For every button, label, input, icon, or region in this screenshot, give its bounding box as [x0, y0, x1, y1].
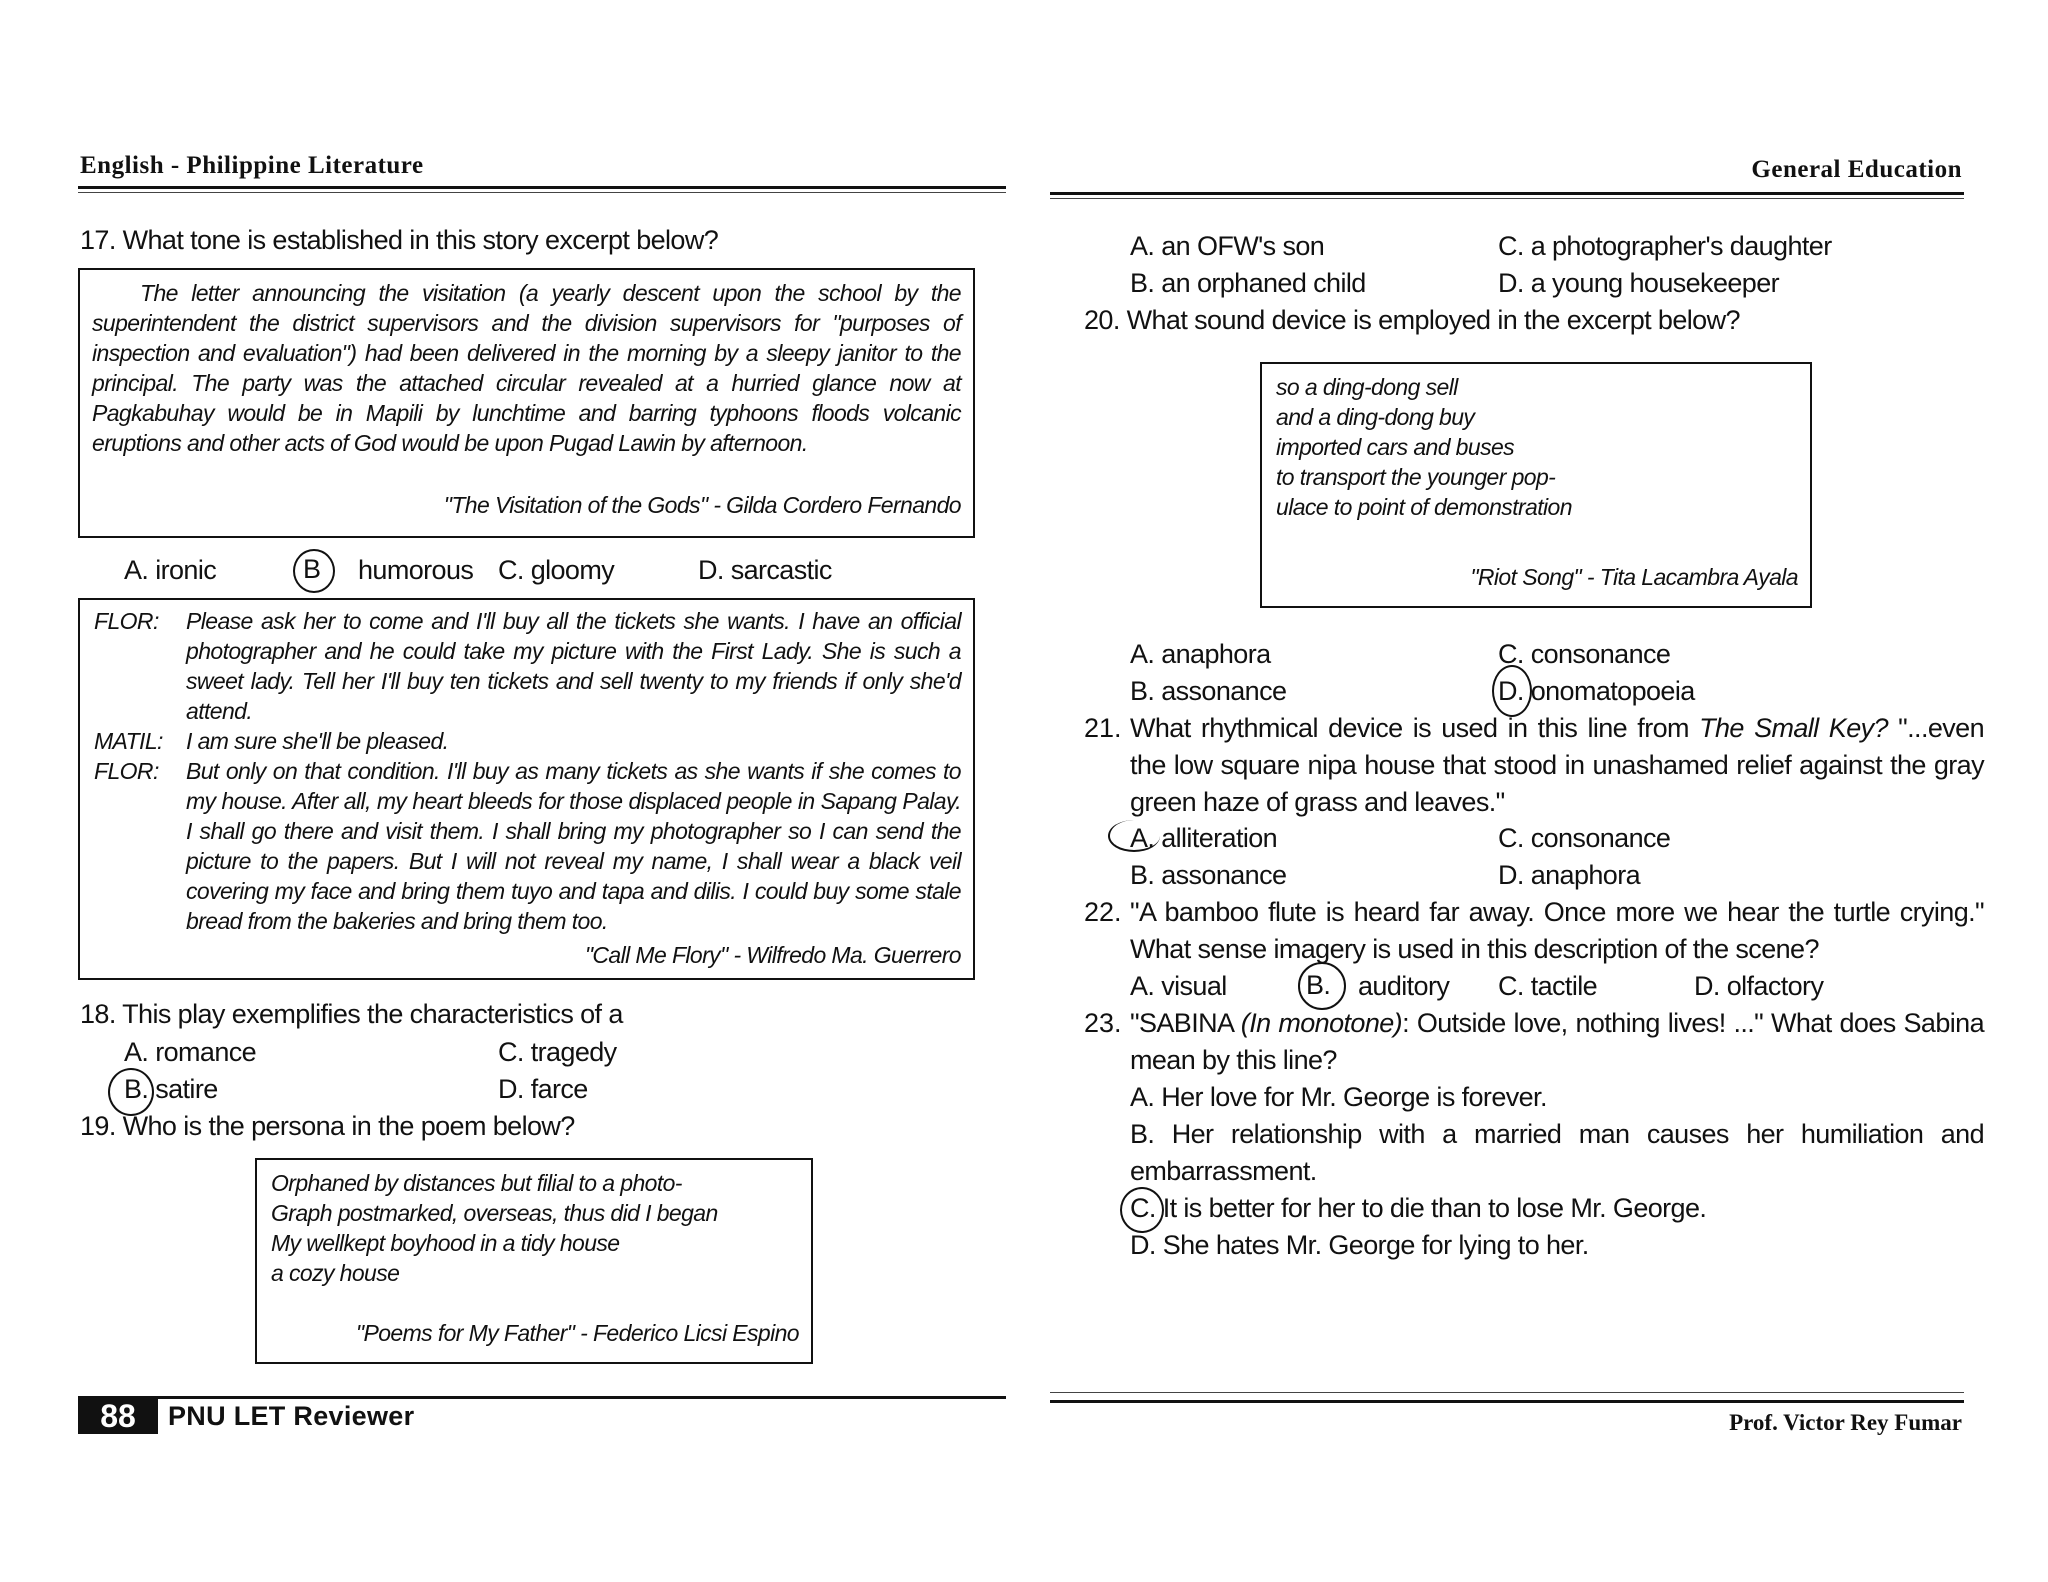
header-right-rule-thin: [1050, 198, 1964, 199]
q17-passage: [92, 278, 961, 458]
q19-poem-line: a cozy house: [271, 1260, 400, 1286]
q22-choice-b[interactable]: auditory: [1358, 971, 1450, 1001]
q21-text-before: What rhythmical device is used in this line from: [1130, 713, 1700, 743]
q22-choice-d[interactable]: D. olfactory: [1694, 971, 1824, 1001]
q22-number: 22.: [1084, 897, 1122, 927]
q21-choice-c[interactable]: C. consonance: [1498, 823, 1671, 853]
q22-question: "A bamboo flute is heard far away. Once more we hear the turtle crying." What sense imagery is used in this description of the scene?: [1130, 897, 1984, 964]
q20-poem-line: to transport the younger pop-: [1276, 464, 1556, 490]
q17-choice-a[interactable]: A. ironic: [124, 555, 217, 585]
q17-choice-b[interactable]: humorous: [358, 555, 474, 585]
q19-choice-b[interactable]: B. an orphaned child: [1130, 268, 1366, 298]
q20-poem-box: [1260, 362, 1812, 608]
q23-choice-c[interactable]: C. It is better for her to die than to lose Mr. George.: [1130, 1193, 1707, 1223]
q19-source: "Poems for My Father" - Federico Licsi Espino: [355, 1320, 799, 1346]
q17-source: "The Visitation of the Gods" - Gilda Cordero Fernando: [443, 492, 961, 518]
q21-number: 21.: [1084, 713, 1122, 743]
q18-choice-b[interactable]: B. satire: [124, 1074, 218, 1104]
dialogue-box: [78, 598, 975, 980]
header-left-rule-thin: [78, 192, 1006, 193]
dialogue-row-1: [94, 606, 961, 936]
page-number: 88: [78, 1398, 158, 1434]
q23-text-before: "SABINA: [1130, 1008, 1241, 1038]
q20-source: "Riot Song" - Tita Lacambra Ayala: [1470, 564, 1798, 590]
q20-choice-b[interactable]: B. assonance: [1130, 676, 1287, 706]
q22-choice-a[interactable]: A. visual: [1130, 971, 1227, 1001]
q21-choice-b[interactable]: B. assonance: [1130, 860, 1287, 890]
dialogue-line: But only on that condition. I'll buy as many tickets as she wants if she comes to my house. After all, my heart bleeds for those displaced people in Sapang Palay. I shall go there and visit them. I shall bring my photographer so I can send the picture to the papers. But I will not reveal my name, I shall wear a black veil covering my face and bring them tuyo and tapa and dilis. I could buy some stale bread from the bakeries and bring them too.: [186, 758, 961, 934]
q20-choice-c[interactable]: C. consonance: [1498, 639, 1671, 669]
q18-choice-c[interactable]: C. tragedy: [498, 1037, 617, 1067]
q23-choice-d[interactable]: D. She hates Mr. George for lying to her.: [1130, 1230, 1589, 1260]
q21-choice-a[interactable]: A. alliteration: [1130, 823, 1278, 853]
dialogue-speaker: FLOR:: [94, 758, 159, 784]
footer-right-rule-thin: [1050, 1392, 1964, 1393]
q21-title: The Small Key?: [1699, 713, 1888, 743]
q20-question: 20. What sound device is employed in the excerpt below?: [1084, 305, 1740, 335]
q19-choice-c[interactable]: C. a photographer's daughter: [1498, 231, 1832, 261]
q21-text-after: "...even the low square nipa house that stood in unashamed relief against the gray green haze of grass and leaves.": [1130, 713, 1984, 817]
q18-choice-d[interactable]: D. farce: [498, 1074, 588, 1104]
q20-poem-line: imported cars and buses: [1276, 434, 1515, 460]
dialogue-line: I am sure she'll be pleased.: [186, 728, 449, 754]
q18-question: 18. This play exemplifies the characteristics of a: [80, 999, 623, 1029]
q17-passage-text: The letter announcing the visitation (a yearly descent upon the school by the superintendent the district supervisors and the division supervisors for "purposes of inspection and evaluation") had been delivered in the morning by a sleepy janitor to the principal. The party was the attached circular revealed at a hurried glance now at Pagkabuhay would be in Mapili by lunchtime and barring typhoons floods volcanic eruptions and other acts of God would be upon Pugad Lawin by afternoon.: [92, 280, 961, 456]
q23-choice-a[interactable]: A. Her love for Mr. George is forever.: [1130, 1082, 1547, 1112]
q20-choice-d[interactable]: D. onomatopoeia: [1498, 676, 1695, 706]
q21-block: [1084, 710, 1984, 821]
q19-poem-line: Orphaned by distances but filial to a photo-: [271, 1170, 682, 1196]
q21-choice-d[interactable]: D. anaphora: [1498, 860, 1641, 890]
q23-block: [1084, 1005, 1984, 1079]
q20-poem-line: and a ding-dong buy: [1276, 404, 1475, 430]
footer-right-rule: [1050, 1400, 1964, 1403]
header-left-rule: [78, 186, 1006, 189]
q21-question: [1130, 710, 1984, 821]
q19-poem-line: My wellkept boyhood in a tidy house: [271, 1230, 620, 1256]
book-title: PNU LET Reviewer: [168, 1401, 415, 1431]
q22-choice-c[interactable]: C. tactile: [1498, 971, 1598, 1001]
q17-choice-d[interactable]: D. sarcastic: [698, 555, 832, 585]
header-right-title: General Education: [1751, 156, 1962, 183]
header-left-title: English - Philippine Literature: [80, 152, 424, 179]
dialogue-source: "Call Me Flory" - Wilfredo Ma. Guerrero: [584, 942, 961, 968]
q19-question: 19. Who is the persona in the poem below?: [80, 1111, 575, 1141]
q23-number: 23.: [1084, 1008, 1122, 1038]
q19-poem-box: [255, 1158, 813, 1364]
q20-choice-a[interactable]: A. anaphora: [1130, 639, 1271, 669]
header-right-rule: [1050, 192, 1964, 195]
q23-text-after: : Outside love, nothing lives! ..." What does Sabina mean by this line?: [1130, 1008, 1984, 1075]
q19-poem-line: Graph postmarked, overseas, thus did I began: [271, 1200, 718, 1226]
q17-choice-b-letter[interactable]: B: [303, 554, 321, 584]
q19-choice-d[interactable]: D. a young housekeeper: [1498, 268, 1780, 298]
dialogue-speaker: MATIL:: [94, 728, 163, 754]
q18-choice-a[interactable]: A. romance: [124, 1037, 257, 1067]
q19-choice-a[interactable]: A. an OFW's son: [1130, 231, 1325, 261]
q22-block: [1084, 894, 1984, 968]
author-name: Prof. Victor Rey Fumar: [1729, 1410, 1962, 1435]
q17-question: 17. What tone is established in this story excerpt below?: [80, 225, 719, 255]
q23-stage-direction: (In monotone): [1240, 1008, 1403, 1038]
q23-question: [1130, 1005, 1984, 1079]
q17-choice-c[interactable]: C. gloomy: [498, 555, 615, 585]
dialogue-speaker: FLOR:: [94, 608, 159, 634]
q20-poem-line: ulace to point of demonstration: [1276, 494, 1572, 520]
q17-passage-box: [78, 268, 975, 538]
q22-choice-b-letter[interactable]: B.: [1306, 970, 1331, 1000]
q20-poem-line: so a ding-dong sell: [1276, 374, 1458, 400]
q23-choice-b[interactable]: B. Her relationship with a married man causes her humiliation and embarrassment.: [1130, 1119, 1984, 1186]
dialogue-line: Please ask her to come and I'll buy all the tickets she wants. I have an official photographer and he could take my picture with the First Lady. She is such a sweet lady. Tell her I'll buy ten tickets and sell twenty to my friends if only she'd attend.: [186, 608, 961, 724]
